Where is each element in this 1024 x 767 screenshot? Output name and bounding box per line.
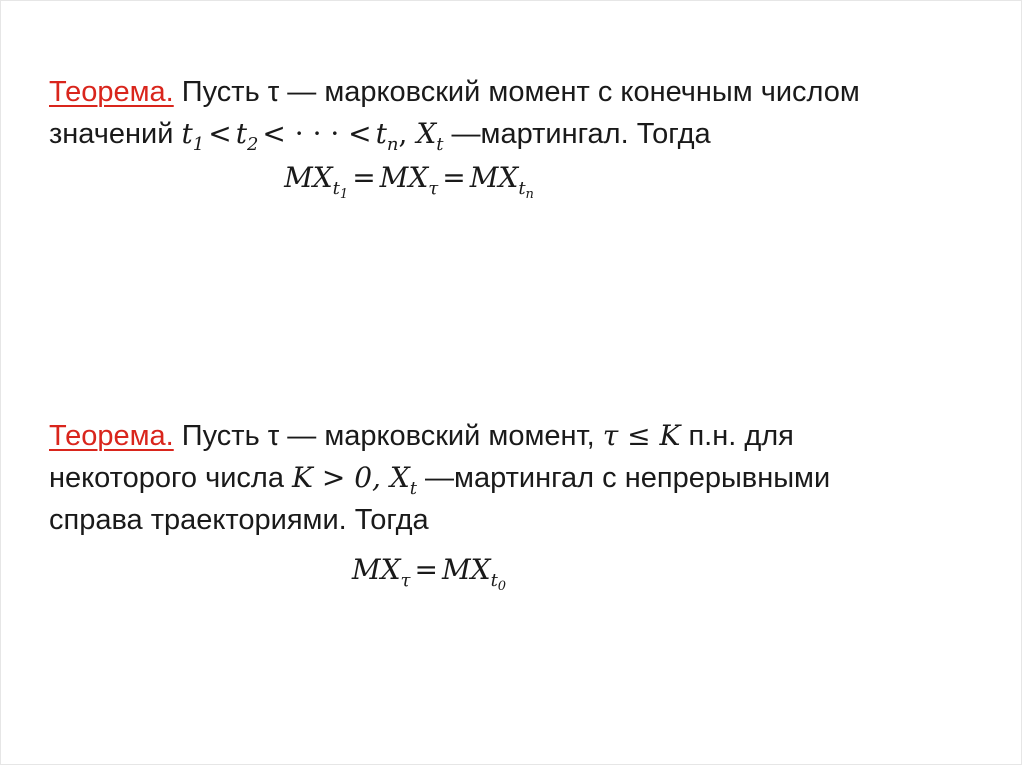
theorem-2-line-1	[49, 415, 949, 457]
theorem-2-line-2-suffix: —мартингал с непрерывными	[417, 462, 831, 494]
theorem-2	[49, 415, 949, 594]
theorem-1	[49, 71, 949, 202]
theorem-2-line-2	[49, 457, 949, 499]
theorem-1-keyword: Теорема.	[49, 76, 174, 108]
theorem-2-condition-math: K > 0, $X_t$	[292, 461, 417, 499]
theorem-2-bound-math: τ ≤ K	[602, 419, 681, 452]
theorem-1-formula: $MX_{t_1}= MX_\tau = MX_{t_n}$	[284, 161, 534, 202]
theorem-1-line-1-text: Пусть τ — марковский момент с конечным числом	[173, 76, 860, 108]
theorem-2-line-2-prefix: некоторого числа	[49, 462, 293, 494]
theorem-1-line-2-prefix: значений	[49, 118, 182, 150]
theorem-2-formula: $MX_\tau = MX_{t_0}$	[351, 553, 507, 594]
theorem-2-keyword: Теорема.	[49, 420, 174, 452]
theorem-1-line-2	[49, 113, 949, 155]
theorem-2-line-1-suffix: п.н. для	[680, 420, 794, 452]
theorem-1-line-2-suffix: —мартингал. Тогда	[443, 118, 711, 150]
theorem-1-line-1	[49, 71, 949, 113]
theorem-2-line-3: справа траекториями. Тогда	[49, 504, 429, 536]
theorem-2-line-1-text: Пусть τ — марковский момент,	[173, 420, 603, 452]
theorem-1-sequence-math: $t_1 < t_2$ < · · · < $t_n$, $X_t$	[181, 117, 444, 155]
